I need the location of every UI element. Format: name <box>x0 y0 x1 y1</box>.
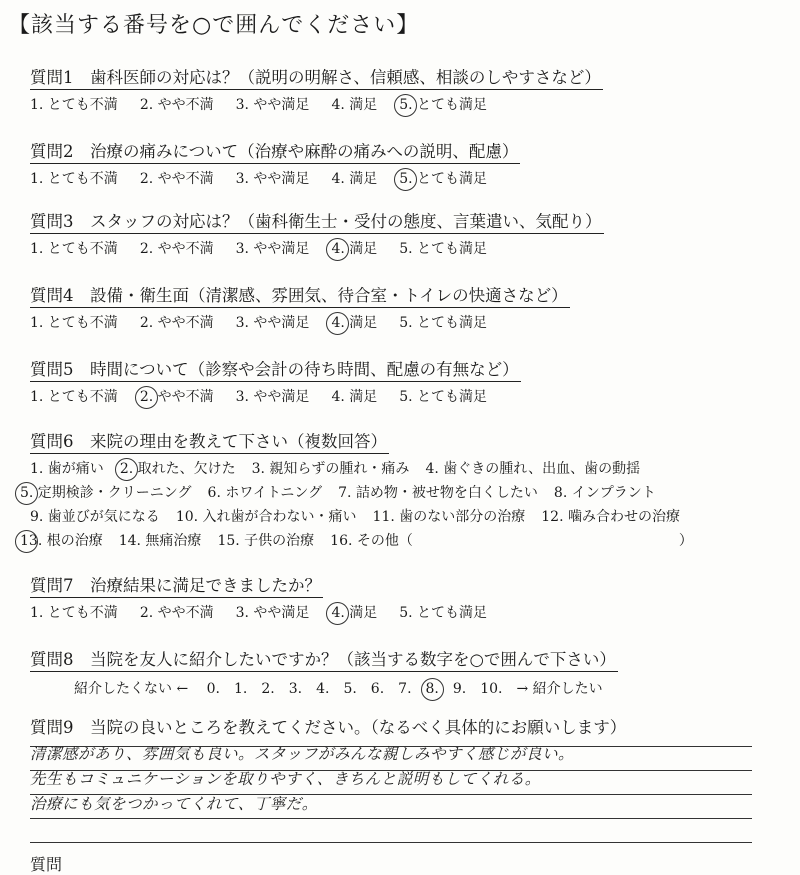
q6-option[interactable]: 12. 噛み合わせの治療 <box>541 509 680 525</box>
q6-option[interactable]: 4. 歯ぐきの腫れ、出血、歯の動揺 <box>425 461 641 477</box>
question-8-title: 質問8 当院を友人に紹介したいですか？（該当する数字を○で囲んで下さい） <box>30 646 618 672</box>
q6-option[interactable]: 16. その他（ <box>330 533 413 549</box>
question-8 <box>30 646 618 698</box>
rating-option-2[interactable]: 2. やや不満 <box>139 241 214 257</box>
rating-option-4[interactable]: 4. 満足 <box>331 389 378 405</box>
q6-option[interactable]: 14. 無痛治療 <box>118 533 202 549</box>
q6-option[interactable]: 7. 詰め物・被せ物を白くしたい <box>338 485 538 501</box>
question-6-title: 質問6 来院の理由を教えて下さい（複数回答） <box>30 428 389 454</box>
rating-option-3[interactable]: 3. やや満足 <box>235 315 310 331</box>
rating-option-1[interactable]: 1. とても不満 <box>30 315 118 331</box>
q8-scale-10[interactable]: 10. <box>480 681 503 697</box>
q6-option[interactable]: 5. 定期検診・クリーニング <box>20 485 192 501</box>
q6-option[interactable]: 9. 歯並びが気になる <box>30 509 160 525</box>
q6-option[interactable]: ） <box>678 533 693 549</box>
question-6 <box>20 428 709 550</box>
q6-option[interactable]: 15. 子供の治療 <box>217 533 315 549</box>
q6-option[interactable]: 8. インプラント <box>553 485 656 501</box>
q6-option[interactable]: 6. ホワイトニング <box>207 485 323 501</box>
q7-option-2[interactable]: 2. やや不満 <box>139 605 214 621</box>
question-4 <box>30 282 570 332</box>
question-9 <box>30 714 628 739</box>
question-2-title: 質問2 治療の痛みについて（治療や麻酔の痛みへの説明、配慮） <box>30 138 520 164</box>
q6-option[interactable]: 3. 親知らずの腫れ・痛み <box>251 461 410 477</box>
next-question-partial: 質問 <box>30 855 63 874</box>
rating-option-3[interactable]: 3. やや満足 <box>235 241 310 257</box>
question-3 <box>30 208 604 258</box>
rating-option-2[interactable]: 2. やや不満 <box>139 171 214 187</box>
rating-option-5[interactable]: 5. とても満足 <box>399 97 488 113</box>
handwritten-answer-line-3: 治療にも気をつかってくれて、丁寧だ。 <box>30 795 318 813</box>
handwritten-answer-line-2: 先生もコミュニケーションを取りやすく、きちんと説明もしてくれる。 <box>30 770 541 788</box>
q8-scale-6[interactable]: 6. <box>370 681 385 697</box>
q7-option-5[interactable]: 5. とても満足 <box>399 605 488 621</box>
rating-option-3[interactable]: 3. やや満足 <box>235 97 310 113</box>
question-1 <box>30 64 603 114</box>
rating-option-4[interactable]: 4. 満足 <box>331 171 378 187</box>
question-1-title: 質問1 歯科医師の対応は？（説明の明解さ、信頼感、相談のしやすさなど） <box>30 64 603 90</box>
rating-option-4[interactable]: 4. 満足 <box>331 315 378 331</box>
question-9-title: 質問9 当院の良いところを教えてください。（なるべく具体的にお願いします） <box>30 718 627 737</box>
rating-option-1[interactable]: 1. とても不満 <box>30 171 118 187</box>
rating-option-2[interactable]: 2. やや不満 <box>139 97 214 113</box>
page-header: 【該当する番号を○で囲んでください】 <box>8 13 420 38</box>
question-2 <box>30 138 520 188</box>
q6-option[interactable]: 11. 歯のない部分の治療 <box>372 509 526 525</box>
rating-option-5[interactable]: 5. とても満足 <box>399 315 488 331</box>
answer-line <box>30 818 752 819</box>
rating-option-2[interactable]: 2. やや不満 <box>139 389 214 405</box>
q6-option[interactable]: 10. 入れ歯が合わない・痛い <box>175 509 357 525</box>
rating-option-4[interactable]: 4. 満足 <box>331 97 378 113</box>
q8-scale-8[interactable]: 8. <box>425 681 439 697</box>
rating-option-5[interactable]: 5. とても満足 <box>399 241 488 257</box>
q7-option-4[interactable]: 4. 満足 <box>331 605 378 621</box>
rating-option-1[interactable]: 1. とても不満 <box>30 241 118 257</box>
q8-scale-1[interactable]: 1. <box>234 681 248 697</box>
rating-option-3[interactable]: 3. やや満足 <box>235 389 310 405</box>
q8-scale-5[interactable]: 5. <box>343 681 357 697</box>
rating-option-5[interactable]: 5. とても満足 <box>399 171 488 187</box>
rating-option-3[interactable]: 3. やや満足 <box>235 171 310 187</box>
q8-scale-4[interactable]: 4. <box>316 681 330 697</box>
answer-line <box>30 842 752 843</box>
q8-scale-9[interactable]: 9. <box>452 681 467 697</box>
q8-right-label: → 紹介したい <box>516 681 603 697</box>
q6-option[interactable]: 2. 取れた、欠けた <box>119 461 236 477</box>
q6-option[interactable]: 1. 歯が痛い <box>30 461 104 477</box>
q6-option[interactable]: 13. 根の治療 <box>20 533 103 549</box>
question-5 <box>30 356 521 406</box>
q7-option-1[interactable]: 1. とても不満 <box>30 605 118 621</box>
question-7-title: 質問7 治療結果に満足できましたか？ <box>30 572 323 598</box>
q8-left-label: 紹介したくない ← <box>74 681 189 697</box>
q8-scale-3[interactable]: 3. <box>288 681 303 697</box>
q8-scale-7[interactable]: 7. <box>398 681 412 697</box>
q8-scale-0[interactable]: 0. <box>206 681 220 697</box>
handwritten-answer-line-1: 清潔感があり、雰囲気も良い。スタッフがみんな親しみやすく感じが良い。 <box>30 745 575 763</box>
question-3-title: 質問3 スタッフの対応は？（歯科衛生士・受付の態度、言葉遣い、気配り） <box>30 208 604 234</box>
question-7 <box>30 572 509 622</box>
rating-option-2[interactable]: 2. やや不満 <box>139 315 214 331</box>
rating-option-1[interactable]: 1. とても不満 <box>30 97 118 113</box>
question-4-title: 質問4 設備・衛生面（清潔感、雰囲気、待合室・トイレの快適さなど） <box>30 282 570 308</box>
rating-option-5[interactable]: 5. とても満足 <box>399 389 488 405</box>
q8-scale-2[interactable]: 2. <box>261 681 275 697</box>
rating-option-4[interactable]: 4. 満足 <box>331 241 378 257</box>
question-5-title: 質問5 時間について（診察や会計の待ち時間、配慮の有無など） <box>30 356 521 382</box>
rating-option-1[interactable]: 1. とても不満 <box>30 389 118 405</box>
q7-option-3[interactable]: 3. やや満足 <box>235 605 310 621</box>
